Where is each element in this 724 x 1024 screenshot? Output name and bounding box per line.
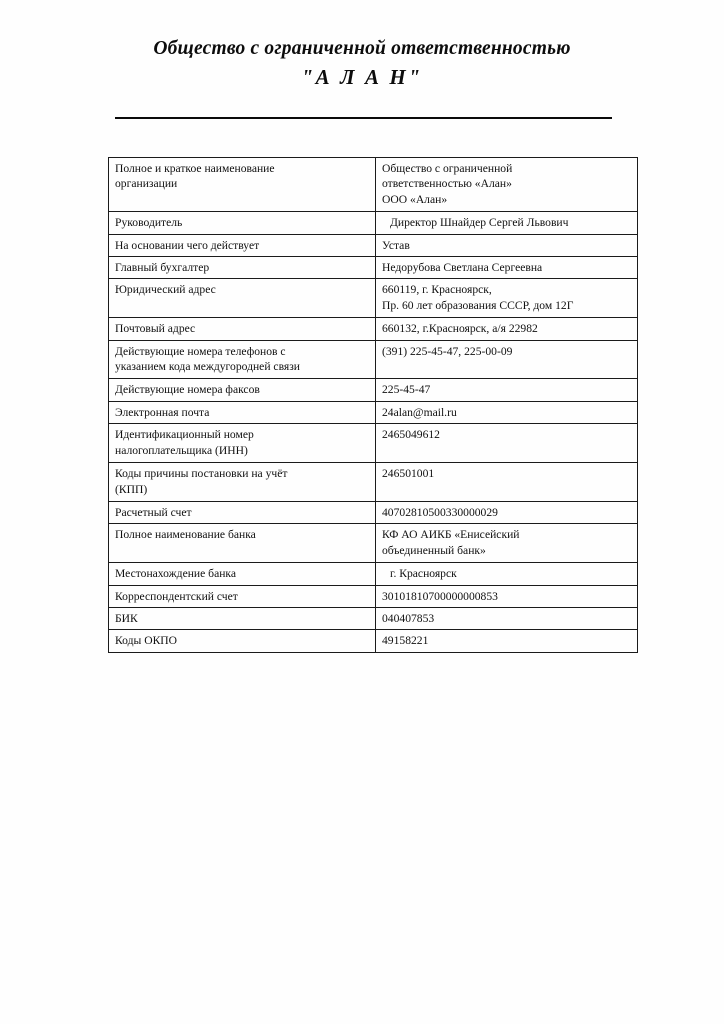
row-value-cell — [376, 563, 638, 585]
table-row — [109, 257, 638, 279]
row-value-line: (391) 225-45-47, 225-00-09 — [382, 344, 513, 358]
row-label-cell — [109, 379, 376, 401]
row-value-line: 49158221 — [382, 634, 429, 648]
row-label-line: налогоплательщика (ИНН) — [115, 443, 248, 457]
row-label-line: Местонахождение банка — [115, 567, 237, 581]
row-value-line: ООО «Алан» — [382, 192, 448, 206]
row-label-line: Корреспондентский счет — [115, 589, 238, 603]
row-value-cell — [376, 340, 638, 379]
table-body — [109, 158, 638, 653]
company-details-table — [108, 157, 638, 653]
row-label-line: Действующие номера телефонов с — [115, 344, 286, 358]
row-value-line: 225-45-47 — [382, 383, 431, 397]
row-value-line: Недорубова Светлана Сергеевна — [382, 261, 543, 275]
row-label-line: Коды ОКПО — [115, 634, 178, 648]
row-label-cell — [109, 158, 376, 212]
row-label-line: Электронная почта — [115, 405, 210, 419]
table-row — [109, 158, 638, 212]
document-header — [0, 36, 724, 91]
row-value-cell — [376, 585, 638, 607]
row-label-cell — [109, 279, 376, 318]
row-label-line: Руководитель — [115, 216, 183, 230]
row-label-cell — [109, 563, 376, 585]
row-label-cell — [109, 630, 376, 652]
row-label-cell — [109, 340, 376, 379]
row-value-cell — [376, 524, 638, 563]
row-value-cell — [376, 234, 638, 256]
row-value-cell — [376, 630, 638, 652]
row-value-line: Общество с ограниченной — [382, 162, 513, 175]
organization-title-line-1: Общество с ограниченной ответственностью — [153, 38, 571, 59]
table-row — [109, 401, 638, 423]
row-label-line: указанием кода междугородней связи — [115, 360, 301, 374]
table-row — [109, 524, 638, 563]
row-value-cell — [376, 463, 638, 502]
table-row — [109, 379, 638, 401]
row-label-line: Почтовый адрес — [115, 322, 196, 336]
row-label-cell — [109, 424, 376, 463]
row-value-cell — [376, 401, 638, 423]
table-row — [109, 563, 638, 585]
row-label-line: Действующие номера факсов — [115, 383, 260, 397]
row-label-line: Идентификационный номер — [115, 428, 254, 442]
row-label-cell — [109, 212, 376, 234]
row-value-line: объединенный банк» — [382, 543, 486, 557]
row-label-line: Полное и краткое наименование — [115, 162, 275, 175]
row-label-line: Юридический адрес — [115, 283, 216, 297]
row-value-cell — [376, 318, 638, 340]
table-row — [109, 585, 638, 607]
row-value-cell — [376, 607, 638, 629]
row-label-line: БИК — [115, 611, 138, 625]
header-divider — [115, 117, 612, 119]
table-row — [109, 234, 638, 256]
row-value-line: 40702810500330000029 — [382, 505, 498, 519]
row-label-cell — [109, 257, 376, 279]
row-value-line: Директор Шнайдер Сергей Львович — [390, 216, 569, 230]
row-value-line: 24alan@mail.ru — [382, 405, 457, 419]
table-row — [109, 279, 638, 318]
table-row — [109, 463, 638, 502]
row-label-cell — [109, 585, 376, 607]
row-label-cell — [109, 234, 376, 256]
row-label-cell — [109, 607, 376, 629]
row-value-line: 30101810700000000853 — [382, 589, 498, 603]
row-value-line: 040407853 — [382, 611, 435, 625]
row-value-line: 246501001 — [382, 467, 435, 481]
row-value-cell — [376, 212, 638, 234]
organization-title-line-2: "А Л А Н" — [301, 65, 423, 89]
row-value-cell — [376, 279, 638, 318]
row-value-line: ответственностью «Алан» — [382, 177, 512, 191]
table-row — [109, 607, 638, 629]
row-label-line: Расчетный счет — [115, 505, 192, 519]
row-label-cell — [109, 501, 376, 523]
row-label-cell — [109, 318, 376, 340]
row-value-cell — [376, 501, 638, 523]
table-row — [109, 212, 638, 234]
table-row — [109, 501, 638, 523]
row-value-line: 660132, г.Красноярск, а/я 22982 — [382, 322, 538, 336]
row-value-cell — [376, 424, 638, 463]
row-value-cell — [376, 379, 638, 401]
row-label-line: (КПП) — [115, 482, 148, 496]
row-value-cell — [376, 257, 638, 279]
row-value-line: Устав — [382, 238, 410, 252]
row-label-line: организации — [115, 177, 178, 191]
row-label-line: На основании чего действует — [115, 238, 260, 252]
table-row — [109, 318, 638, 340]
table-row — [109, 340, 638, 379]
row-value-line: Пр. 60 лет образования СССР, дом 12Г — [382, 298, 574, 312]
row-label-cell — [109, 524, 376, 563]
row-label-line: Главный бухгалтер — [115, 261, 210, 275]
row-label-line: Коды причины постановки на учёт — [115, 467, 288, 481]
row-value-line: КФ АО АИКБ «Енисейский — [382, 528, 520, 542]
row-value-line: г. Красноярск — [390, 567, 457, 581]
row-value-cell — [376, 158, 638, 212]
table-row — [109, 424, 638, 463]
row-label-cell — [109, 463, 376, 502]
row-label-line: Полное наименование банка — [115, 528, 256, 542]
row-value-line: 2465049612 — [382, 428, 440, 442]
table-row — [109, 630, 638, 652]
row-value-line: 660119, г. Красноярск, — [382, 283, 492, 297]
row-label-cell — [109, 401, 376, 423]
